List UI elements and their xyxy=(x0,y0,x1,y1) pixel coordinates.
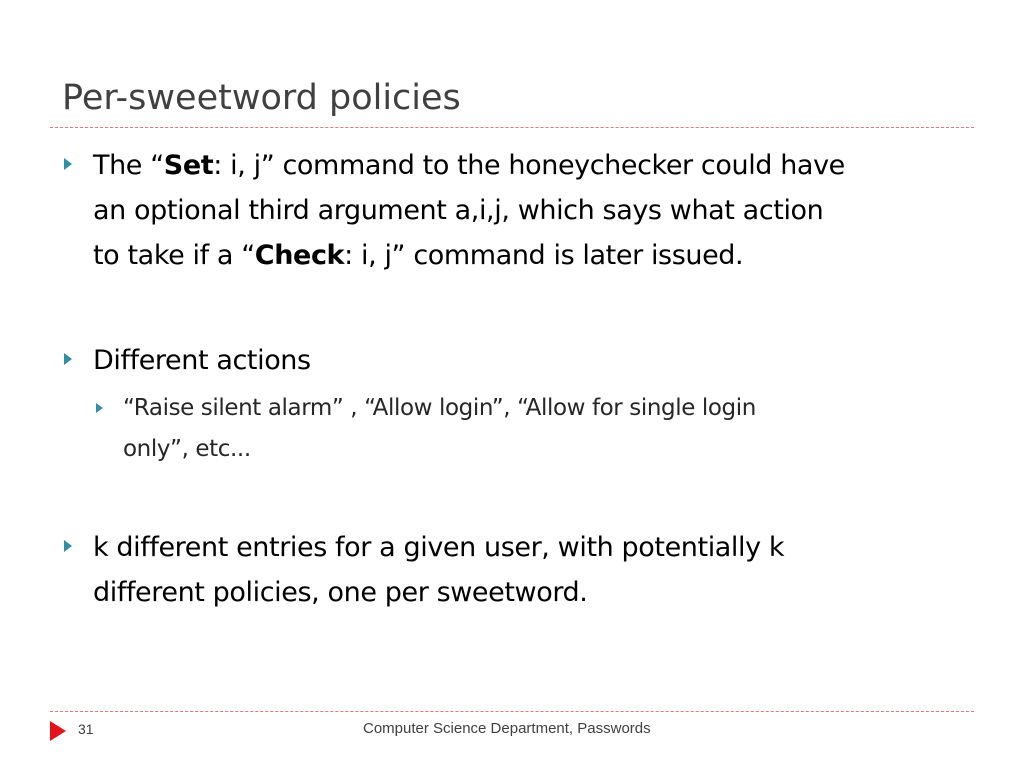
text-run: to take if a “ xyxy=(93,240,255,271)
keyword-set: Set xyxy=(163,150,214,181)
footer-triangle-icon xyxy=(50,721,66,741)
bullet-line: k different entries for a given user, with potentially k xyxy=(93,532,785,563)
bullet-triangle-icon xyxy=(64,353,72,365)
sub-bullet-line: “Raise silent alarm” , “Allow login”, “Allow for single login xyxy=(123,395,756,421)
title-divider xyxy=(50,127,974,128)
sub-bullet-actions xyxy=(123,388,756,470)
page-number: 31 xyxy=(78,721,94,737)
keyword-check: Check xyxy=(254,240,345,271)
bullet-line: different policies, one per sweetword. xyxy=(93,577,588,608)
bullet-set-command xyxy=(93,143,845,278)
footer-text: Computer Science Department, Passwords xyxy=(363,720,651,737)
text-run: : i, j” command is later issued. xyxy=(344,240,744,271)
sub-bullet-line: only”, etc... xyxy=(123,436,251,462)
text-run: The “ xyxy=(93,150,164,181)
bullet-k-entries xyxy=(93,525,784,615)
slide-title: Per-sweetword policies xyxy=(62,78,461,118)
bullet-line xyxy=(93,143,845,188)
bullet-triangle-icon xyxy=(64,158,72,170)
sub-bullet-triangle-icon xyxy=(96,403,103,413)
bullet-line xyxy=(93,233,845,278)
bullet-triangle-icon xyxy=(64,540,72,552)
footer-divider xyxy=(50,711,974,712)
text-run: : i, j” command to the honeychecker could have xyxy=(213,150,845,181)
bullet-line: Different actions xyxy=(93,345,311,376)
bullet-different-actions xyxy=(93,338,311,383)
bullet-line: an optional third argument a,i,j, which says what action xyxy=(93,195,824,226)
